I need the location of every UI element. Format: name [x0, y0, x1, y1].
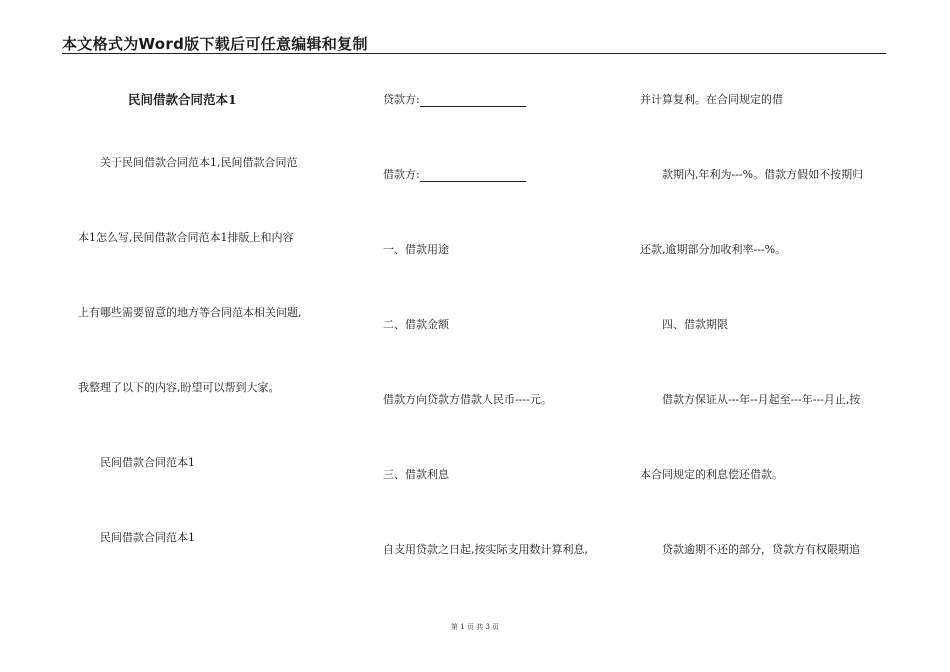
borrower-field: [383, 168, 526, 182]
document-header: 本文格式为Word版下载后可任意编辑和复制: [62, 35, 368, 53]
clause-heading: 一、借款用途: [383, 243, 449, 256]
paragraph-line: 本1怎么写,民间借款合同范本1排版上和内容: [78, 231, 294, 244]
clause-heading: 二、借款金额: [383, 318, 449, 331]
lender-label: 贷款方:: [383, 93, 420, 106]
section-heading: 民间借款合同范本1: [100, 456, 195, 469]
contract-title: 民间借款合同范本1: [128, 92, 237, 107]
paragraph-line: 本合同规定的利息偿还借款。: [640, 468, 783, 481]
clause-heading: 三、借款利息: [383, 468, 449, 481]
paragraph-line: 并计算复利。在合同规定的借: [640, 93, 783, 106]
paragraph-line: 借款方保证从---年--月起至---年---月止,按: [662, 393, 861, 406]
page-number: 第 1 页 共 3 页: [450, 623, 500, 631]
paragraph-line: 关于民间借款合同范本1,民间借款合同范: [100, 156, 298, 169]
paragraph-line: 我整理了以下的内容,盼望可以帮到大家。: [78, 381, 280, 394]
paragraph-line: 借款方向贷款方借款人民币----元。: [383, 393, 552, 406]
lender-blank-line: [420, 95, 526, 107]
borrower-label: 借款方:: [383, 168, 420, 181]
borrower-blank-line: [420, 170, 526, 182]
paragraph-line: 上有哪些需要留意的地方等合同范本相关问题,: [78, 306, 302, 319]
clause-heading: 四、借款期限: [662, 318, 728, 331]
paragraph-line: 贷款逾期不还的部分，贷款方有权限期追: [662, 543, 860, 556]
paragraph-line: 自支用贷款之日起,按实际支用数计算利息,: [383, 543, 588, 556]
header-divider: [62, 53, 886, 54]
paragraph-line: 还款,逾期部分加收利率---%。: [640, 243, 787, 256]
lender-field: [383, 93, 526, 107]
section-heading: 民间借款合同范本1: [100, 531, 195, 544]
paragraph-line: 款期内,年利为---%。借款方假如不按期归: [662, 168, 864, 181]
